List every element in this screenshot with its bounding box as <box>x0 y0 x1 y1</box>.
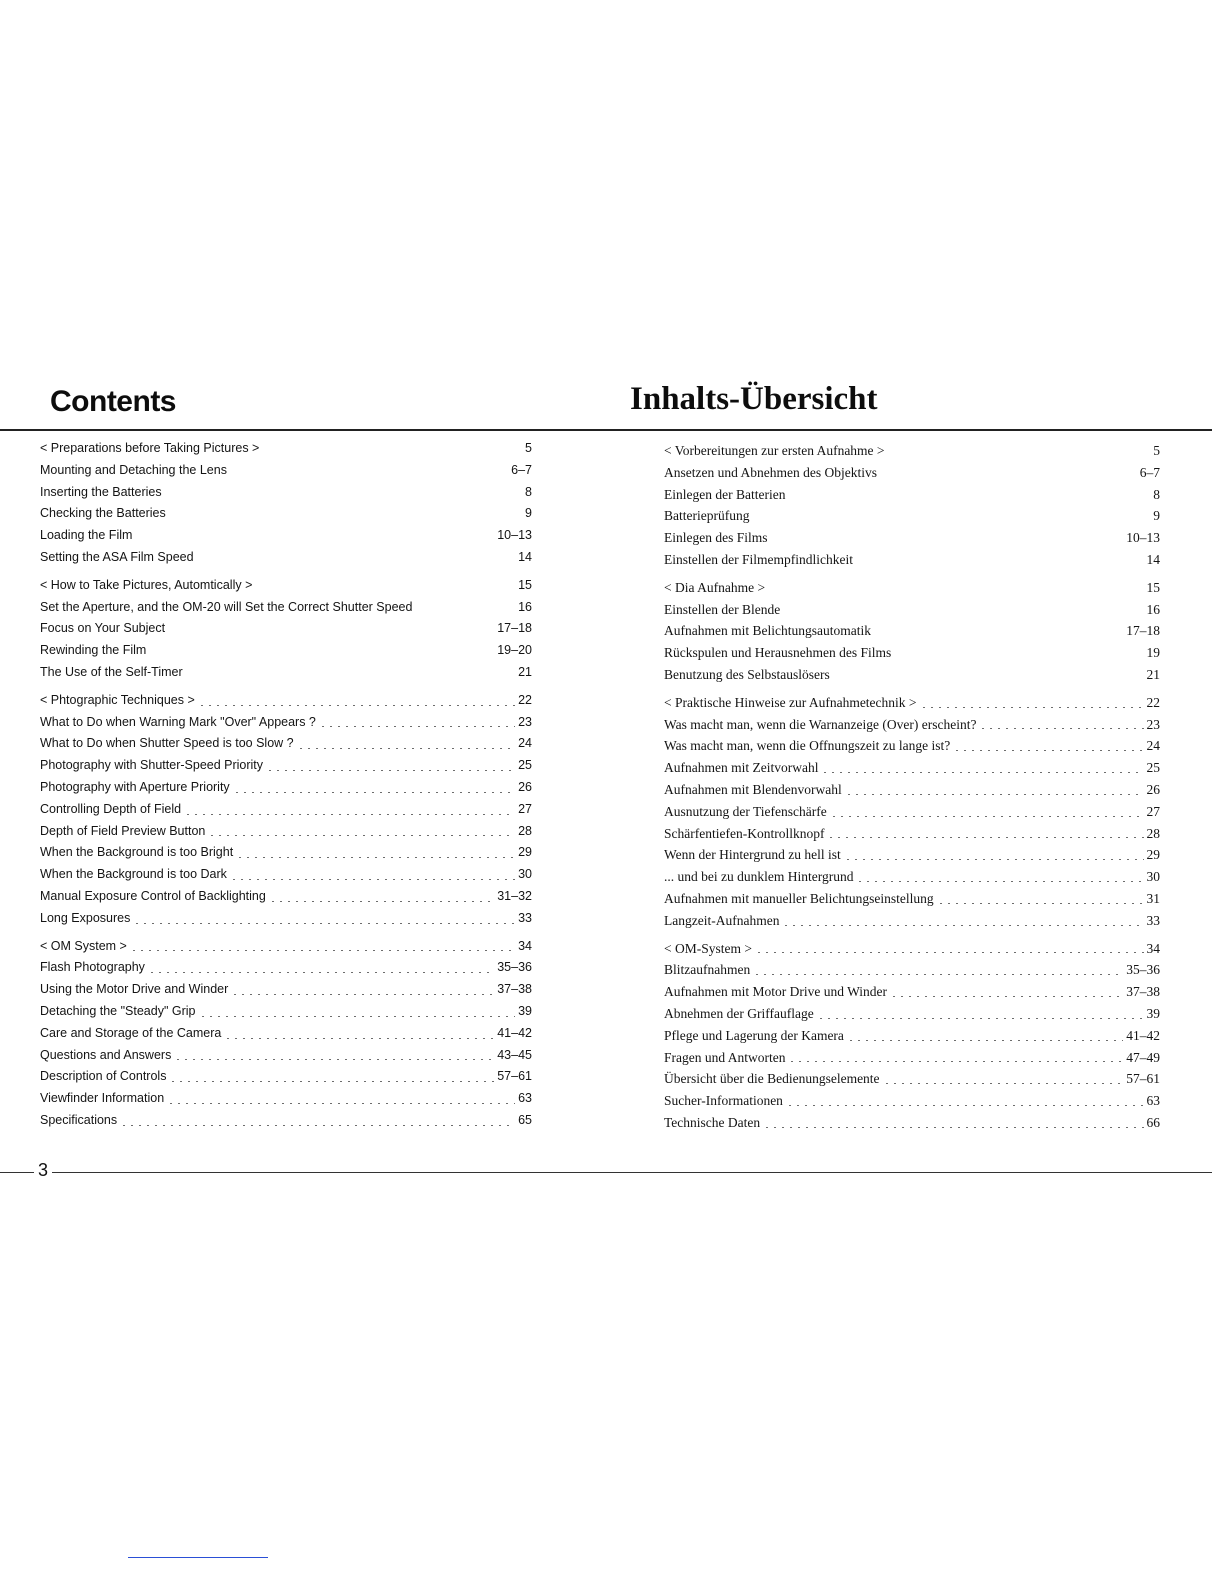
german-toc-entry <box>664 844 1160 866</box>
german-toc-entry <box>664 440 1160 462</box>
entry-title: Care and Storage of the Camera <box>40 1025 222 1040</box>
german-toc-entry <box>664 1068 1160 1090</box>
entry-title: Flash Photography <box>40 960 145 975</box>
dot-leader <box>755 952 1144 953</box>
english-toc-entry <box>40 1088 532 1110</box>
entry-page-number: 65 <box>518 1112 532 1127</box>
german-toc-entry <box>664 549 1160 571</box>
english-toc-entry <box>40 597 532 619</box>
entry-title: Was macht man, wenn die Offnungszeit zu lange ist? <box>664 738 951 754</box>
entry-page-number: 37–38 <box>1126 984 1160 1000</box>
entry-title: Ansetzen und Abnehmen des Objektivs <box>664 464 877 480</box>
german-toc-entry <box>664 620 1160 642</box>
entry-page-number: 9 <box>1153 508 1160 524</box>
entry-page-number: 19–20 <box>497 643 532 658</box>
page-number: 3 <box>38 1160 49 1180</box>
english-toc-entry <box>40 525 532 547</box>
dot-leader <box>169 1081 494 1082</box>
entry-page-number: 9 <box>525 506 532 521</box>
entry-title: < OM-System > <box>664 940 752 956</box>
entry-page-number: 30 <box>518 867 532 882</box>
entry-title: Einlegen des Films <box>664 530 768 546</box>
dot-leader <box>198 705 515 706</box>
dot-leader <box>167 1103 515 1104</box>
entry-title: Einlegen der Batterien <box>664 486 786 502</box>
german-toc-entry <box>664 1112 1160 1134</box>
entry-title: Mounting and Detaching the Lens <box>40 462 227 477</box>
entry-page-number: 26 <box>518 779 532 794</box>
entry-title: Rückspulen und Herausnehmen des Films <box>664 645 892 661</box>
entry-title: Wenn der Hintergrund zu hell ist <box>664 847 841 863</box>
german-toc-entry <box>664 505 1160 527</box>
entry-page-number: 21 <box>518 664 532 679</box>
entry-page-number: 31–32 <box>497 888 532 903</box>
entry-title: < OM System > <box>40 938 127 953</box>
english-toc-entry <box>40 460 532 482</box>
entry-page-number: 30 <box>1146 869 1160 885</box>
entry-page-number: 27 <box>518 801 532 816</box>
german-toc-entry <box>664 1003 1160 1025</box>
english-toc-entry <box>40 690 532 712</box>
german-contents-list <box>664 440 1160 1134</box>
entry-page-number: 25 <box>1146 760 1160 776</box>
entry-title: Aufnahmen mit Blendenvorwahl <box>664 781 842 797</box>
english-toc-entry <box>40 618 532 640</box>
english-toc-entry <box>40 936 532 958</box>
entry-title: Manual Exposure Control of Backlighting <box>40 888 266 903</box>
dot-leader <box>224 1038 494 1039</box>
dot-leader <box>883 1083 1124 1084</box>
dot-leader <box>953 750 1143 751</box>
entry-page-number: 10–13 <box>497 528 532 543</box>
inhalts-uebersicht-heading: Inhalts-Übersicht <box>630 381 878 417</box>
entry-page-number: 8 <box>1153 486 1160 502</box>
entry-page-number: 5 <box>525 441 532 455</box>
english-toc-entry <box>40 712 532 734</box>
english-toc-entry <box>40 733 532 755</box>
german-toc-entry <box>664 888 1160 910</box>
entry-title: Blitzaufnahmen <box>664 962 751 978</box>
dot-leader <box>208 835 515 836</box>
dot-leader <box>133 923 515 924</box>
entry-page-number: 24 <box>518 736 532 751</box>
dot-leader <box>184 814 515 815</box>
german-toc-entry <box>664 779 1160 801</box>
german-toc-entry <box>664 577 1160 599</box>
entry-title: Specifications <box>40 1112 118 1127</box>
entry-title: Questions and Answers <box>40 1047 172 1062</box>
dot-leader <box>845 794 1144 795</box>
entry-page-number: 35–36 <box>497 960 532 975</box>
dot-leader <box>827 837 1143 838</box>
english-toc-entry <box>40 979 532 1001</box>
entry-title: When the Background is too Dark <box>40 867 227 882</box>
english-toc-entry <box>40 777 532 799</box>
entry-page-number: 39 <box>518 1003 532 1018</box>
entry-page-number: 66 <box>1146 1114 1160 1130</box>
entry-page-number: 6–7 <box>511 462 532 477</box>
dot-leader <box>297 748 515 749</box>
dot-leader <box>231 994 494 995</box>
entry-title: What to Do when Shutter Speed is too Slow ? <box>40 736 294 751</box>
dot-leader <box>920 707 1144 708</box>
entry-page-number: 16 <box>518 599 532 614</box>
dot-leader <box>230 879 515 880</box>
english-toc-entry <box>40 1023 532 1045</box>
dot-leader <box>199 1016 516 1017</box>
entry-title: Detaching the "Steady" Grip <box>40 1003 196 1018</box>
english-toc-entry <box>40 1066 532 1088</box>
german-toc-entry <box>664 823 1160 845</box>
dot-leader <box>130 950 515 951</box>
german-toc-entry <box>664 484 1160 506</box>
entry-title: < Praktische Hinweise zur Aufnahmetechnik > <box>664 694 917 710</box>
german-toc-entry <box>664 938 1160 960</box>
dot-leader <box>856 881 1143 882</box>
entry-title: Sucher-Informationen <box>664 1093 783 1109</box>
entry-page-number: 21 <box>1146 666 1160 682</box>
english-toc-entry <box>40 503 532 525</box>
german-toc-entry <box>664 527 1160 549</box>
entry-page-number: 35–36 <box>1126 962 1160 978</box>
dot-leader <box>788 1061 1123 1062</box>
dot-leader <box>763 1127 1143 1128</box>
dot-leader <box>174 1059 494 1060</box>
english-toc-entry <box>40 438 532 460</box>
entry-title: Benutzung des Selbstauslösers <box>664 666 830 682</box>
dot-leader <box>847 1040 1123 1041</box>
entry-title: Photography with Aperture Priority <box>40 779 230 794</box>
entry-title: Controlling Depth of Field <box>40 801 182 816</box>
entry-title: Using the Motor Drive and Winder <box>40 982 229 997</box>
entry-page-number: 23 <box>1146 716 1160 732</box>
entry-page-number: 16 <box>1146 601 1160 617</box>
english-toc-entry <box>40 799 532 821</box>
german-toc-entry <box>664 642 1160 664</box>
english-toc-entry <box>40 482 532 504</box>
entry-title: Aufnahmen mit Motor Drive und Winder <box>664 984 888 1000</box>
dot-leader <box>233 792 515 793</box>
entry-title: ... und bei zu dunklem Hintergrund <box>664 869 854 885</box>
entry-title: Inserting the Batteries <box>40 484 162 499</box>
german-toc-entry <box>664 757 1160 779</box>
link-underline <box>128 1557 268 1558</box>
entry-page-number: 17–18 <box>1126 623 1160 639</box>
english-toc-entry <box>40 1001 532 1023</box>
entry-page-number: 8 <box>525 484 532 499</box>
entry-page-number: 5 <box>1153 443 1160 458</box>
english-toc-entry <box>40 864 532 886</box>
entry-title: Focus on Your Subject <box>40 621 166 636</box>
entry-page-number: 26 <box>1146 781 1160 797</box>
entry-page-number: 28 <box>518 823 532 838</box>
dot-leader <box>817 1018 1144 1019</box>
entry-page-number: 63 <box>1146 1093 1160 1109</box>
entry-page-number: 57–61 <box>1126 1071 1160 1087</box>
dot-leader <box>120 1125 515 1126</box>
entry-title: When the Background is too Bright <box>40 845 234 860</box>
heading-rule <box>0 429 1212 431</box>
entry-title: Fragen und Antworten <box>664 1049 786 1065</box>
german-toc-entry <box>664 664 1160 686</box>
german-toc-entry <box>664 981 1160 1003</box>
entry-title: Aufnahmen mit Belichtungsautomatik <box>664 623 871 639</box>
german-toc-entry <box>664 692 1160 714</box>
footer-rule <box>52 1172 1212 1173</box>
dot-leader <box>236 857 515 858</box>
entry-title: Checking the Batteries <box>40 506 166 521</box>
german-toc-entry <box>664 866 1160 888</box>
entry-page-number: 41–42 <box>497 1025 532 1040</box>
german-toc-entry <box>664 735 1160 757</box>
german-toc-entry <box>664 959 1160 981</box>
dot-leader <box>844 859 1144 860</box>
entry-page-number: 57–61 <box>497 1069 532 1084</box>
entry-title: Ausnutzung der Tiefenschärfe <box>664 803 827 819</box>
entry-page-number: 22 <box>1146 694 1160 710</box>
dot-leader <box>890 996 1123 997</box>
entry-title: The Use of the Self-Timer <box>40 664 183 679</box>
english-toc-entry <box>40 886 532 908</box>
entry-title: Loading the Film <box>40 528 133 543</box>
entry-page-number: 29 <box>518 845 532 860</box>
entry-page-number: 15 <box>518 577 532 592</box>
english-toc-entry <box>40 575 532 597</box>
dot-leader <box>830 816 1144 817</box>
entry-page-number: 37–38 <box>497 982 532 997</box>
entry-title: < Phtographic Techniques > <box>40 692 195 707</box>
dot-leader <box>753 974 1123 975</box>
entry-page-number: 10–13 <box>1126 530 1160 546</box>
entry-page-number: 43–45 <box>497 1047 532 1062</box>
dot-leader <box>821 772 1143 773</box>
entry-title: Batterieprüfung <box>664 508 750 524</box>
entry-title: < Preparations before Taking Pictures > <box>40 441 260 455</box>
entry-title: Set the Aperture, and the OM-20 will Set the Correct Shutter Speed <box>40 599 413 614</box>
entry-title: Long Exposures <box>40 910 131 925</box>
english-toc-entry <box>40 640 532 662</box>
german-toc-entry <box>664 714 1160 736</box>
footer-rule-left <box>0 1172 34 1173</box>
entry-page-number: 33 <box>1146 912 1160 928</box>
english-contents-list <box>40 438 532 1132</box>
entry-title: What to Do when Warning Mark "Over" Appears ? <box>40 714 316 729</box>
entry-page-number: 34 <box>518 938 532 953</box>
dot-leader <box>979 728 1143 729</box>
entry-title: Aufnahmen mit manueller Belichtungseinstellung <box>664 890 934 906</box>
english-toc-entry <box>40 1045 532 1067</box>
entry-page-number: 22 <box>518 692 532 707</box>
german-toc-entry <box>664 1047 1160 1069</box>
entry-page-number: 29 <box>1146 847 1160 863</box>
entry-page-number: 39 <box>1146 1005 1160 1021</box>
entry-page-number: 14 <box>1146 551 1160 567</box>
english-toc-entry <box>40 957 532 979</box>
entry-title: Übersicht über die Bedienungselemente <box>664 1071 880 1087</box>
entry-page-number: 19 <box>1146 645 1160 661</box>
english-toc-entry <box>40 908 532 930</box>
entry-page-number: 6–7 <box>1139 464 1160 480</box>
dot-leader <box>266 770 515 771</box>
entry-title: Setting the ASA Film Speed <box>40 549 194 564</box>
entry-title: Langzeit-Aufnahmen <box>664 912 780 928</box>
entry-page-number: 34 <box>1146 940 1160 956</box>
dot-leader <box>269 901 494 902</box>
entry-title: Rewinding the Film <box>40 643 147 658</box>
dot-leader <box>786 1105 1144 1106</box>
english-toc-entry <box>40 842 532 864</box>
entry-page-number: 17–18 <box>497 621 532 636</box>
entry-title: Technische Daten <box>664 1114 761 1130</box>
entry-title: < How to Take Pictures, Automtically > <box>40 577 253 592</box>
dot-leader <box>319 726 515 727</box>
entry-title: Einstellen der Filmempfindlichkeit <box>664 551 853 567</box>
entry-page-number: 27 <box>1146 803 1160 819</box>
entry-page-number: 63 <box>518 1091 532 1106</box>
english-toc-entry <box>40 821 532 843</box>
entry-title: Photography with Shutter-Speed Priority <box>40 758 264 773</box>
entry-page-number: 24 <box>1146 738 1160 754</box>
entry-page-number: 33 <box>518 910 532 925</box>
entry-page-number: 15 <box>1146 579 1160 595</box>
entry-title: Depth of Field Preview Button <box>40 823 206 838</box>
german-toc-entry <box>664 599 1160 621</box>
german-toc-entry <box>664 801 1160 823</box>
english-toc-entry <box>40 755 532 777</box>
entry-title: Einstellen der Blende <box>664 601 781 617</box>
entry-page-number: 47–49 <box>1126 1049 1160 1065</box>
german-toc-entry <box>664 1025 1160 1047</box>
entry-title: Description of Controls <box>40 1069 167 1084</box>
entry-page-number: 28 <box>1146 825 1160 841</box>
english-toc-entry <box>40 547 532 569</box>
dot-leader <box>937 903 1144 904</box>
entry-page-number: 14 <box>518 549 532 564</box>
entry-title: Viewfinder Information <box>40 1091 165 1106</box>
entry-title: < Dia Aufnahme > <box>664 579 766 595</box>
dot-leader <box>782 925 1143 926</box>
german-toc-entry <box>664 1090 1160 1112</box>
german-toc-entry <box>664 462 1160 484</box>
entry-page-number: 23 <box>518 714 532 729</box>
entry-title: Aufnahmen mit Zeitvorwahl <box>664 760 819 776</box>
entry-page-number: 25 <box>518 758 532 773</box>
entry-page-number: 31 <box>1146 890 1160 906</box>
contents-heading: Contents <box>50 385 176 418</box>
entry-title: Schärfentiefen-Kontrollknopf <box>664 825 825 841</box>
german-toc-entry <box>664 910 1160 932</box>
entry-title: Pflege und Lagerung der Kamera <box>664 1027 844 1043</box>
english-toc-entry <box>40 662 532 684</box>
entry-title: Was macht man, wenn die Warnanzeige (Over) erscheint? <box>664 716 977 732</box>
dot-leader <box>148 972 494 973</box>
entry-page-number: 41–42 <box>1126 1027 1160 1043</box>
entry-title: Abnehmen der Griffauflage <box>664 1005 814 1021</box>
entry-title: < Vorbereitungen zur ersten Aufnahme > <box>664 443 885 458</box>
english-toc-entry <box>40 1110 532 1132</box>
